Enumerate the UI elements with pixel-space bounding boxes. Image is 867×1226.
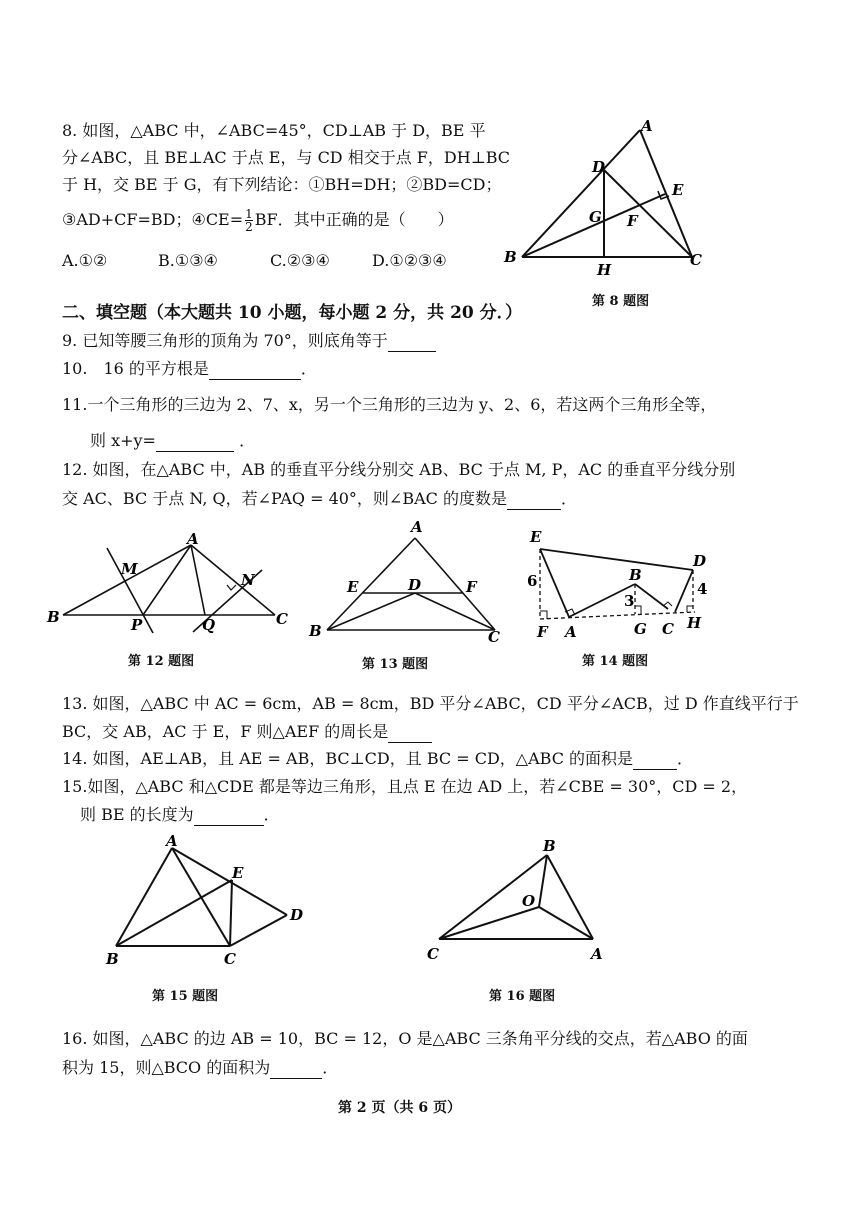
fig8-label-g: G <box>589 208 602 226</box>
fig8-label-a: A <box>641 117 653 135</box>
q16-line1: 16. 如图，△ABC 的边 AB = 10，BC = 12，O 是△ABC 三条角平分线的交点，若△ABO 的面 <box>62 1029 748 1048</box>
q10-text <box>62 358 317 380</box>
q14-blank[interactable] <box>633 769 677 770</box>
fig14-label-h: H <box>687 614 702 632</box>
fig16-label-c: C <box>427 945 439 963</box>
q8-line4-end: BF．其中正确的是（ ） <box>254 210 454 229</box>
fig13-label-a: A <box>411 518 423 536</box>
fig14-label-6: 6 <box>527 572 538 590</box>
q11-line1: 11.一个三角形的三边为 2、7、x，另一个三角形的三边为 y、2、6，若这两个三角形全等， <box>62 395 717 414</box>
fig15-caption: 第 15 题图 <box>152 989 219 1004</box>
fig14-label-4: 4 <box>697 580 708 598</box>
fig14-label-c: C <box>662 620 674 638</box>
q8-option-b: B.①③④ <box>158 251 218 270</box>
fig14-label-g: G <box>634 620 647 638</box>
q13-line1: 13. 如图，△ABC 中 AC = 6cm，AB = 8cm，BD 平分∠ABC，CD 平分∠ACB，过 D 作直线平行于 <box>62 694 799 713</box>
fig13-label-c: C <box>488 628 500 646</box>
q16-blank[interactable] <box>270 1078 322 1079</box>
fig13-label-f: F <box>466 578 477 596</box>
fig8-label-h: H <box>597 261 612 279</box>
q9-text <box>62 330 436 352</box>
figure-16 <box>425 835 625 965</box>
fig15-label-c: C <box>224 950 236 968</box>
fig14-label-3: 3 <box>624 592 635 610</box>
q8-line1: 8. 如图，△ABC 中，∠ABC=45°，CD⊥AB 于 D，BE 平 <box>62 121 486 140</box>
fig13-label-b: B <box>309 622 322 640</box>
q8-line4-start: ③AD+CF=BD；④CE= <box>62 210 244 229</box>
q16-line2 <box>62 1057 338 1079</box>
q8-option-c: C.②③④ <box>270 251 330 270</box>
q14-stem: 14. 如图，AE⊥AB，且 AE = AB，BC⊥CD，且 BC = CD，△ABC 的面积是 <box>62 749 634 768</box>
q9-stem: 9. 已知等腰三角形的顶角为 70°，则底角等于 <box>62 331 388 350</box>
figure-13 <box>305 520 505 645</box>
fig12-label-p: P <box>131 616 143 634</box>
q8-line3: 于 H，交 BE 于 G，有下列结论：①BH=DH；②BD=CD； <box>62 175 502 194</box>
fig16-label-o: O <box>522 892 536 910</box>
q11-stem: 则 x+y= <box>90 431 156 450</box>
section-title: 二、填空题（本大题共 10 小题，每小题 2 分，共 20 分．） <box>62 303 523 323</box>
q8-line2: 分∠ABC，且 BE⊥AC 于点 E，与 CD 相交于点 F，DH⊥BC <box>62 148 511 167</box>
q8-frac-num: 1 <box>245 207 253 221</box>
fig12-label-b: B <box>47 608 60 626</box>
q10-stem: 10. 16 的平方根是 <box>62 359 209 378</box>
q8-frac-den: 2 <box>245 220 253 234</box>
q8-line4 <box>62 208 454 233</box>
q13-line2 <box>62 721 432 743</box>
q12-stem: 交 AC、BC 于点 N, Q，若∠PAQ = 40°，则∠BAC 的度数是 <box>62 489 507 508</box>
fig14-label-b: B <box>629 566 642 584</box>
figure-15 <box>100 832 320 972</box>
fig13-label-d: D <box>408 576 422 594</box>
q11-end: ． <box>239 431 256 450</box>
fig12-label-n: N <box>241 571 255 589</box>
q10-blank[interactable] <box>209 379 301 380</box>
fig8-caption: 第 8 题图 <box>592 294 650 309</box>
q13-stem: BC，交 AB，AC 于 E，F 则△AEF 的周长是 <box>62 722 389 741</box>
fig14-caption: 第 14 题图 <box>582 654 649 669</box>
fig15-label-b: B <box>106 950 119 968</box>
fig12-label-a: A <box>187 530 199 548</box>
fig14-label-e: E <box>530 528 542 546</box>
fig12-label-m: M <box>121 560 138 578</box>
q15-line1: 15.如图，△ABC 和△CDE 都是等边三角形，且点 E 在边 AD 上，若∠CBE = 30°，CD = 2， <box>62 777 748 796</box>
fig14-label-a: A <box>565 623 577 641</box>
q10-end: ． <box>300 359 317 378</box>
q15-stem: 则 BE 的长度为 <box>80 805 194 824</box>
q12-end: ． <box>560 489 577 508</box>
fig14-label-d: D <box>693 552 707 570</box>
q14-text <box>62 748 693 770</box>
fig8-label-c: C <box>690 251 702 269</box>
fig8-label-d: D <box>592 158 606 176</box>
fig15-label-e: E <box>232 864 244 882</box>
fig12-caption: 第 12 题图 <box>128 654 195 669</box>
q12-line2 <box>62 488 577 510</box>
fig16-caption: 第 16 题图 <box>489 989 556 1004</box>
fig14-label-f: F <box>537 623 548 641</box>
fig13-caption: 第 13 题图 <box>362 657 429 672</box>
q8-option-a: A.①② <box>62 251 108 270</box>
fig12-label-q: Q <box>202 616 216 634</box>
figure-14 <box>525 522 725 647</box>
q15-blank[interactable] <box>194 825 264 826</box>
q16-stem: 积为 15，则△BCO 的面积为 <box>62 1058 271 1077</box>
figure-12 <box>45 530 305 640</box>
page-footer: 第 2 页（共 6 页） <box>338 1100 461 1116</box>
q9-blank[interactable] <box>388 351 436 352</box>
fig13-label-e: E <box>347 578 359 596</box>
q11-line2 <box>90 430 255 452</box>
q8-option-d: D.①②③④ <box>372 251 447 270</box>
fig16-label-b: B <box>543 837 556 855</box>
fig16-label-a: A <box>591 945 603 963</box>
q14-end: ． <box>677 749 694 768</box>
q12-line1: 12. 如图，在△ABC 中，AB 的垂直平分线分别交 AB、BC 于点 M, P，AC 的垂直平分线分别 <box>62 460 736 479</box>
q8-fraction <box>245 208 253 233</box>
fig8-label-b: B <box>504 248 517 266</box>
fig8-label-f: F <box>627 212 638 230</box>
q15-line2 <box>80 804 280 826</box>
figure-8 <box>500 115 720 285</box>
fig15-label-d: D <box>290 906 304 924</box>
q15-end: ． <box>263 805 280 824</box>
q12-blank[interactable] <box>507 509 561 510</box>
fig15-label-a: A <box>166 832 178 850</box>
fig8-label-e: E <box>672 181 684 199</box>
q11-blank[interactable] <box>156 451 234 452</box>
fig12-label-c: C <box>276 610 288 628</box>
q16-end: ． <box>322 1058 339 1077</box>
q13-blank[interactable] <box>388 742 432 743</box>
